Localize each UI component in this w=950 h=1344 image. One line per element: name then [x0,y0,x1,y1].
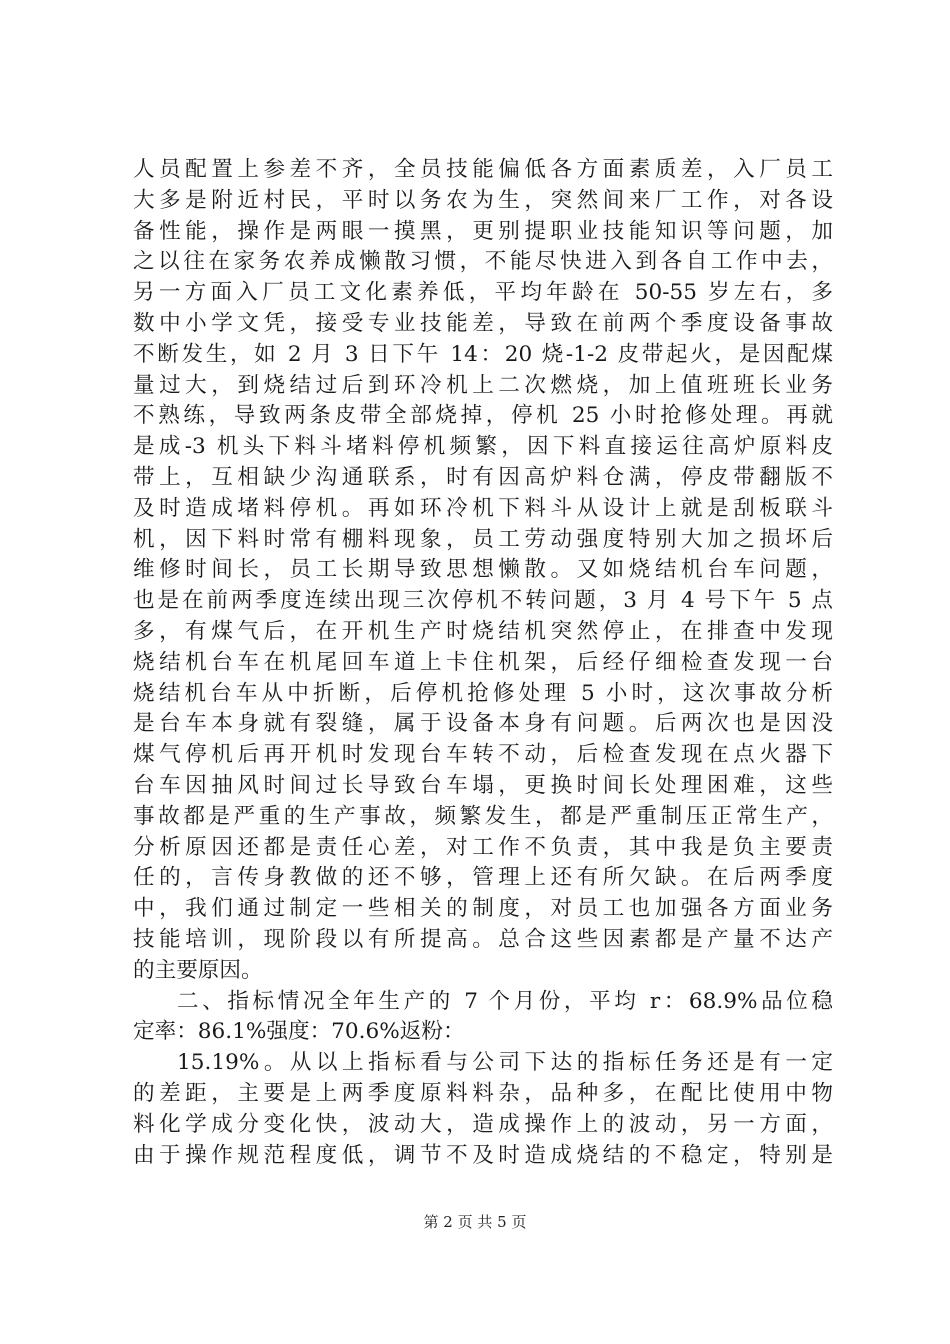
page-footer: 第 2 页 共 5 页 [423,1213,527,1231]
text-line: 维修时间长，员工长期导致思想懒散。又如烧结机台车问题， [133,557,833,583]
text-line: 煤气停机后再开机时发现台车转不动，后检查发现在点火器下 [133,742,833,768]
text-line: 料化学成分变化快，波动大，造成操作上的波动，另一方面， [133,1111,833,1137]
paragraph-2 [133,987,833,1049]
text-line: 另一方面入厂员工文化素养低，平均年龄在 50-55 岁左右，多 [133,280,833,306]
text-line: 15.19%。从以上指标看与公司下达的指标任务还是有一定 [177,1050,833,1076]
text-line: 的主要原因。 [133,957,263,983]
text-line: 台车因抽风时间过长导致台车塌，更换时间长处理困难，这些 [133,772,833,798]
paragraph-3 [133,1048,833,1171]
text-line: 大多是附近村民，平时以务农为生，突然间来厂工作，对各设 [133,187,833,213]
text-line: 是台车本身就有裂缝，属于设备本身有问题。后两次也是因没 [133,711,833,737]
text-line: 烧结机台车在机尾回车道上卡住机架，后经仔细检查发现一台 [133,649,833,675]
text-line: 数中小学文凭，接受专业技能差，导致在前两个季度设备事故 [133,310,833,336]
text-line: 及时造成堵料停机。再如环冷机下料斗从设计上就是刮板联斗 [133,495,833,521]
text-line: 事故都是严重的生产事故，频繁发生，都是严重制压正常生产， [133,803,833,829]
text-line: 分析原因还都是责任心差，对工作不负责，其中我是负主要责 [133,834,833,860]
text-line: 中，我们通过制定一些相关的制度，对员工也加强各方面业务 [133,896,833,922]
text-line: 由于操作规范程度低，调节不及时造成烧结的不稳定，特别是 [133,1142,833,1168]
text-line: 定率：86.1%强度：70.6%返粉： [133,1019,465,1045]
text-line: 二、指标情况全年生产的 7 个月份，平均 r：68.9%品位稳 [177,988,833,1014]
text-line: 技能培训，现阶段以有所提高。总合这些因素都是产量不达产 [133,926,833,952]
text-line: 的差距，主要是上两季度原料料杂，品种多，在配比使用中物 [133,1080,833,1106]
text-line: 人员配置上参差不齐，全员技能偏低各方面素质差，入厂员工 [133,157,833,182]
text-line: 备性能，操作是两眼一摸黑，更别提职业技能知识等问题，加 [133,218,833,244]
text-line: 烧结机台车从中折断，后停机抢修处理 5 小时，这次事故分析 [133,680,833,706]
text-line: 不断发生，如 2 月 3 日下午 14：20 烧-1-2 皮带起火，是因配煤 [133,341,833,367]
body-text [133,155,833,1171]
text-line: 量过大，到烧结过后到环冷机上二次燃烧，加上值班班长业务 [133,372,833,398]
text-line: 也是在前两季度连续出现三次停机不转问题，3 月 4 号下午 5 点 [133,588,833,614]
text-line: 任的，言传身教做的还不够，管理上还有所欠缺。在后两季度 [133,865,833,891]
text-line: 多，有煤气后，在开机生产时烧结机突然停止，在排查中发现 [133,618,833,644]
text-line: 之以往在家务农养成懒散习惯，不能尽快进入到各自工作中去， [133,249,833,275]
paragraph-1 [133,155,833,987]
text-line: 是成-3 机头下料斗堵料停机频繁，因下料直接运往高炉原料皮 [133,434,833,460]
text-line: 机，因下料时常有棚料现象，员工劳动强度特别大加之损坏后 [133,526,833,552]
text-line: 带上，互相缺少沟通联系，时有因高炉料仓满，停皮带翻版不 [133,464,833,490]
text-line: 不熟练，导致两条皮带全部烧掉，停机 25 小时抢修处理。再就 [133,403,833,429]
